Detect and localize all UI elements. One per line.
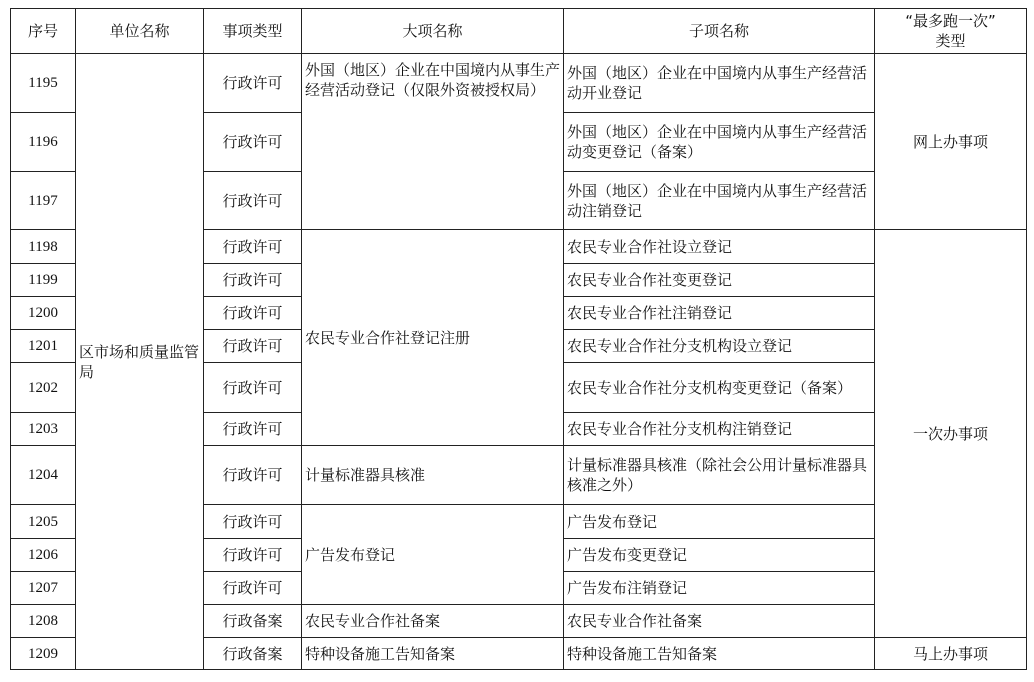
row-type: 行政许可 <box>204 264 302 297</box>
header-row <box>11 9 1027 54</box>
row-type: 行政许可 <box>204 539 302 572</box>
row-type: 行政备案 <box>204 605 302 638</box>
row-type: 行政许可 <box>204 297 302 330</box>
row-sub: 农民专业合作社分支机构注销登记 <box>564 413 875 446</box>
row-sub: 广告发布注销登记 <box>564 572 875 605</box>
major-item: 农民专业合作社备案 <box>302 605 564 638</box>
row-no: 1200 <box>11 297 76 330</box>
header-run-line2: 类型 <box>935 32 966 50</box>
header-major: 大项名称 <box>302 9 564 54</box>
header-run-line1: “最多跑一次” <box>905 12 996 30</box>
row-no: 1201 <box>11 330 76 363</box>
row-no: 1206 <box>11 539 76 572</box>
row-no: 1205 <box>11 505 76 539</box>
row-type: 行政许可 <box>204 446 302 505</box>
row-sub: 农民专业合作社设立登记 <box>564 230 875 264</box>
row-no: 1204 <box>11 446 76 505</box>
row-type: 行政许可 <box>204 330 302 363</box>
row-type: 行政许可 <box>204 413 302 446</box>
row-sub: 广告发布变更登记 <box>564 539 875 572</box>
unit-name: 区市场和质量监管局 <box>76 54 204 670</box>
row-sub: 外国（地区）企业在中国境内从事生产经营活动变更登记（备案） <box>564 113 875 172</box>
row-sub: 广告发布登记 <box>564 505 875 539</box>
service-items-table <box>10 8 1027 670</box>
row-no: 1199 <box>11 264 76 297</box>
row-type: 行政许可 <box>204 172 302 230</box>
row-no: 1209 <box>11 638 76 670</box>
row-type: 行政许可 <box>204 505 302 539</box>
row-no: 1202 <box>11 363 76 413</box>
run-type: 马上办事项 <box>875 638 1027 670</box>
major-item: 广告发布登记 <box>302 505 564 605</box>
row-sub: 农民专业合作社备案 <box>564 605 875 638</box>
major-item: 计量标准器具核准 <box>302 446 564 505</box>
row-no: 1203 <box>11 413 76 446</box>
row-sub: 农民专业合作社变更登记 <box>564 264 875 297</box>
header-no: 序号 <box>11 9 76 54</box>
major-item: 农民专业合作社登记注册 <box>302 230 564 446</box>
header-unit: 单位名称 <box>76 9 204 54</box>
row-type: 行政许可 <box>204 363 302 413</box>
table-row <box>11 54 1027 113</box>
row-type: 行政备案 <box>204 638 302 670</box>
row-type: 行政许可 <box>204 54 302 113</box>
row-sub: 农民专业合作社注销登记 <box>564 297 875 330</box>
row-type: 行政许可 <box>204 572 302 605</box>
row-no: 1208 <box>11 605 76 638</box>
row-sub: 外国（地区）企业在中国境内从事生产经营活动注销登记 <box>564 172 875 230</box>
row-sub: 农民专业合作社分支机构变更登记（备案） <box>564 363 875 413</box>
run-type: 一次办事项 <box>875 230 1027 638</box>
row-no: 1195 <box>11 54 76 113</box>
row-sub: 外国（地区）企业在中国境内从事生产经营活动开业登记 <box>564 54 875 113</box>
major-item: 外国（地区）企业在中国境内从事生产经营活动登记（仅限外资被授权局） <box>302 54 564 230</box>
row-no: 1198 <box>11 230 76 264</box>
header-sub: 子项名称 <box>564 9 875 54</box>
row-sub: 计量标准器具核准（除社会公用计量标准器具核准之外） <box>564 446 875 505</box>
row-type: 行政许可 <box>204 113 302 172</box>
row-sub: 特种设备施工告知备案 <box>564 638 875 670</box>
run-type: 网上办事项 <box>875 54 1027 230</box>
header-type: 事项类型 <box>204 9 302 54</box>
row-sub: 农民专业合作社分支机构设立登记 <box>564 330 875 363</box>
row-no: 1196 <box>11 113 76 172</box>
major-item: 特种设备施工告知备案 <box>302 638 564 670</box>
header-run-type <box>875 9 1027 54</box>
row-no: 1197 <box>11 172 76 230</box>
row-type: 行政许可 <box>204 230 302 264</box>
row-no: 1207 <box>11 572 76 605</box>
